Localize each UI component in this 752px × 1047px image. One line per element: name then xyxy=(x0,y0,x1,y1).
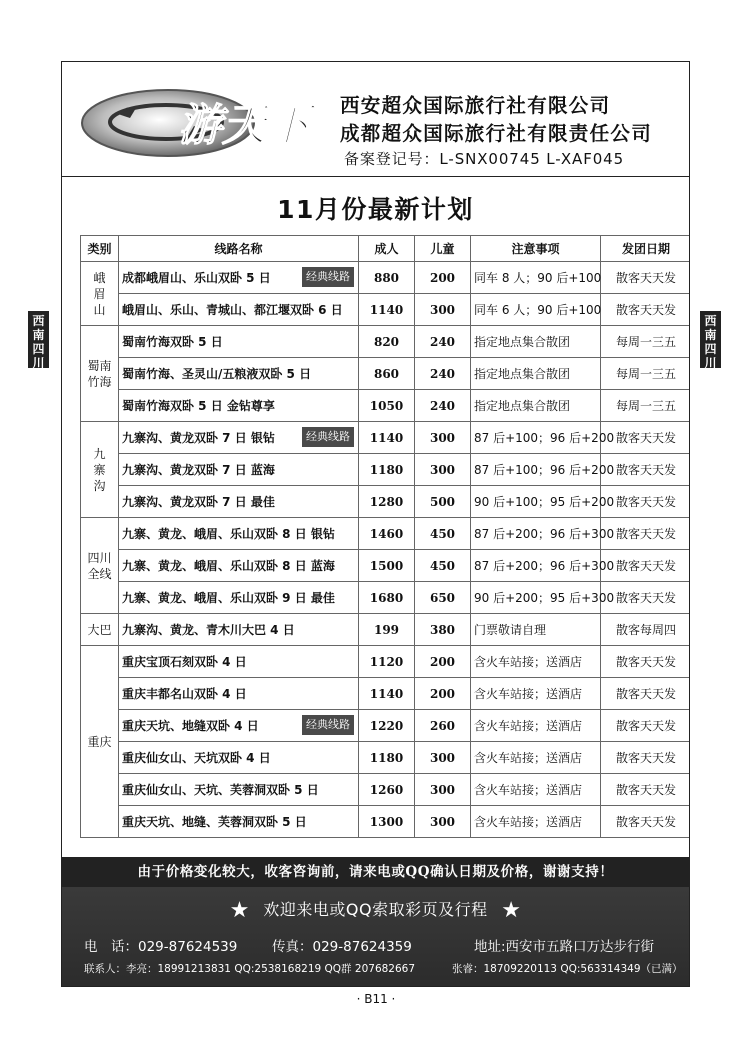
column-header-child: 儿童 xyxy=(415,236,471,262)
departure-cell: 散客天天发 xyxy=(601,710,691,742)
departure-cell: 散客天天发 xyxy=(601,806,691,838)
route-name: 蜀南竹海双卧 5 日 金钻尊享 xyxy=(122,399,275,413)
tour-plan-table xyxy=(80,235,690,838)
departure-cell: 散客天天发 xyxy=(601,582,691,614)
column-header-departure: 发团日期 xyxy=(601,236,691,262)
category-label: 重庆 xyxy=(87,734,112,749)
adult-price-cell: 820 xyxy=(359,326,415,358)
address: 地址:西安市五路口万达步行街 xyxy=(474,939,655,955)
table-row xyxy=(81,774,691,806)
table-row xyxy=(81,294,691,326)
adult-price-cell: 1500 xyxy=(359,550,415,582)
category-label: 沟 xyxy=(93,478,106,493)
adult-price-cell: 1300 xyxy=(359,806,415,838)
adult-price-cell: 1050 xyxy=(359,390,415,422)
adult-price-cell: 860 xyxy=(359,358,415,390)
route-cell xyxy=(119,454,359,486)
side-tab-left xyxy=(28,311,49,368)
table-row xyxy=(81,550,691,582)
page-title: 11月份最新计划 xyxy=(277,195,474,224)
departure-cell: 散客天天发 xyxy=(601,454,691,486)
notes-cell: 87 后+100；96 后+200 xyxy=(471,422,601,454)
child-price-cell: 380 xyxy=(415,614,471,646)
route-cell xyxy=(119,582,359,614)
route-cell xyxy=(119,806,359,838)
child-price-cell: 500 xyxy=(415,486,471,518)
notes-cell: 同车 8 人；90 后+100 xyxy=(471,262,601,294)
category-label: 全线 xyxy=(87,566,112,581)
adult-price-cell: 1220 xyxy=(359,710,415,742)
registration-number: 备案登记号：L-SNX00745 L-XAF045 xyxy=(344,150,625,168)
category-label: 寨 xyxy=(93,462,106,477)
footer xyxy=(62,887,689,986)
child-price-cell: 240 xyxy=(415,358,471,390)
table-row xyxy=(81,806,691,838)
route-cell xyxy=(119,678,359,710)
category-label: 山 xyxy=(93,302,106,317)
side-tab-char: 西 xyxy=(704,314,717,328)
column-header-notes: 注意事项 xyxy=(471,236,601,262)
route-name: 重庆仙女山、天坑、芙蓉洞双卧 5 日 xyxy=(122,783,319,797)
route-name: 蜀南竹海、圣灵山/五粮液双卧 5 日 xyxy=(122,367,312,381)
departure-cell: 散客天天发 xyxy=(601,486,691,518)
side-tab-right xyxy=(700,311,721,368)
route-name: 九寨、黄龙、峨眉、乐山双卧 9 日 最佳 xyxy=(122,591,335,605)
category-label: 大巴 xyxy=(87,622,112,637)
route-name: 九寨沟、黄龙、青木川大巴 4 日 xyxy=(122,623,295,637)
departure-cell: 散客天天发 xyxy=(601,422,691,454)
departure-cell: 每周一三五 xyxy=(601,326,691,358)
departure-cell: 散客天天发 xyxy=(601,774,691,806)
contact-people xyxy=(84,961,683,976)
category-cell xyxy=(81,614,119,646)
flyer-page xyxy=(61,61,690,987)
route-cell xyxy=(119,486,359,518)
table-body xyxy=(81,262,691,838)
route-cell xyxy=(119,422,359,454)
table-row xyxy=(81,678,691,710)
adult-price-cell: 1140 xyxy=(359,678,415,710)
side-tab-char: 四 xyxy=(32,342,45,356)
departure-cell: 散客天天发 xyxy=(601,294,691,326)
contact-person-2: 张睿：18709220113 QQ:563314349（已满） xyxy=(452,963,683,975)
route-cell xyxy=(119,518,359,550)
route-cell xyxy=(119,550,359,582)
route-name: 蜀南竹海双卧 5 日 xyxy=(122,335,223,349)
route-name: 九寨、黄龙、峨眉、乐山双卧 8 日 银钻 xyxy=(122,527,335,541)
route-cell xyxy=(119,358,359,390)
notes-cell: 含火车站接；送酒店 xyxy=(471,806,601,838)
table-row xyxy=(81,742,691,774)
adult-price-cell: 1140 xyxy=(359,294,415,326)
category-label: 九 xyxy=(93,446,106,461)
departure-cell: 散客每周四 xyxy=(601,614,691,646)
category-label: 竹海 xyxy=(87,374,112,389)
welcome-line xyxy=(62,897,689,923)
child-price-cell: 240 xyxy=(415,390,471,422)
departure-cell: 每周一三五 xyxy=(601,358,691,390)
notes-cell: 含火车站接；送酒店 xyxy=(471,646,601,678)
table-row xyxy=(81,582,691,614)
adult-price-cell: 1680 xyxy=(359,582,415,614)
route-name: 成都峨眉山、乐山双卧 5 日 xyxy=(122,271,271,285)
route-cell xyxy=(119,774,359,806)
child-price-cell: 300 xyxy=(415,294,471,326)
adult-price-cell: 1280 xyxy=(359,486,415,518)
category-label: 四川 xyxy=(87,550,112,565)
column-header-category: 类别 xyxy=(81,236,119,262)
child-price-cell: 200 xyxy=(415,646,471,678)
category-cell xyxy=(81,422,119,518)
table-row xyxy=(81,262,691,294)
child-price-cell: 650 xyxy=(415,582,471,614)
notes-cell: 90 后+100；95 后+200 xyxy=(471,486,601,518)
table-header-row xyxy=(81,236,691,262)
route-name: 重庆丰都名山双卧 4 日 xyxy=(122,687,247,701)
route-name: 九寨沟、黄龙双卧 7 日 银钻 xyxy=(122,431,275,445)
price-notice-banner: 由于价格变化较大，收客咨询前，请来电或QQ确认日期及价格，谢谢支持！ xyxy=(62,857,689,887)
notes-cell: 门票敬请自理 xyxy=(471,614,601,646)
logo-text: 游天下 xyxy=(178,100,310,151)
notes-cell: 87 后+200；96 后+300 xyxy=(471,550,601,582)
child-price-cell: 300 xyxy=(415,774,471,806)
category-cell xyxy=(81,518,119,614)
departure-cell: 每周一三五 xyxy=(601,390,691,422)
adult-price-cell: 1140 xyxy=(359,422,415,454)
child-price-cell: 300 xyxy=(415,454,471,486)
child-price-cell: 450 xyxy=(415,518,471,550)
star-icon: ★ xyxy=(229,898,250,923)
side-tab-char: 川 xyxy=(704,356,717,370)
star-icon: ★ xyxy=(501,898,522,923)
route-cell xyxy=(119,326,359,358)
side-tab-char: 四 xyxy=(704,342,717,356)
departure-cell: 散客天天发 xyxy=(601,518,691,550)
child-price-cell: 200 xyxy=(415,262,471,294)
contact-person-1: 联系人：李亮：18991213831 QQ:2538168219 QQ群 207682667 xyxy=(84,963,416,975)
side-tab-char: 南 xyxy=(32,328,45,342)
notes-cell: 指定地点集合散团 xyxy=(471,358,601,390)
adult-price-cell: 1180 xyxy=(359,454,415,486)
notes-cell: 指定地点集合散团 xyxy=(471,390,601,422)
category-label: 眉 xyxy=(93,286,106,301)
header xyxy=(62,62,689,177)
route-name: 重庆天坑、地缝、芙蓉洞双卧 5 日 xyxy=(122,815,307,829)
page-number: · B11 · xyxy=(356,992,396,1006)
departure-cell: 散客天天发 xyxy=(601,550,691,582)
route-cell xyxy=(119,614,359,646)
route-name: 峨眉山、乐山、青城山、都江堰双卧 6 日 xyxy=(122,303,343,317)
company-name-xian: 西安超众国际旅行社有限公司 xyxy=(340,94,611,117)
child-price-cell: 300 xyxy=(415,422,471,454)
telephone: 电 话：029-87624539 xyxy=(84,939,238,955)
adult-price-cell: 1120 xyxy=(359,646,415,678)
classic-route-badge: 经典线路 xyxy=(302,715,354,735)
table-row xyxy=(81,390,691,422)
route-cell xyxy=(119,646,359,678)
adult-price-cell: 1460 xyxy=(359,518,415,550)
notes-cell: 含火车站接；送酒店 xyxy=(471,774,601,806)
route-cell xyxy=(119,390,359,422)
departure-cell: 散客天天发 xyxy=(601,646,691,678)
adult-price-cell: 1260 xyxy=(359,774,415,806)
departure-cell: 散客天天发 xyxy=(601,742,691,774)
table-row xyxy=(81,646,691,678)
child-price-cell: 300 xyxy=(415,806,471,838)
adult-price-cell: 199 xyxy=(359,614,415,646)
column-header-route: 线路名称 xyxy=(119,236,359,262)
side-tab-char: 西 xyxy=(32,314,45,328)
route-name: 重庆宝顶石刻双卧 4 日 xyxy=(122,655,247,669)
column-header-adult: 成人 xyxy=(359,236,415,262)
company-name-chengdu: 成都超众国际旅行社有限责任公司 xyxy=(340,122,653,145)
category-cell xyxy=(81,262,119,326)
notes-cell: 含火车站接；送酒店 xyxy=(471,742,601,774)
route-cell xyxy=(119,742,359,774)
route-cell xyxy=(119,294,359,326)
adult-price-cell: 1180 xyxy=(359,742,415,774)
table-row xyxy=(81,422,691,454)
departure-cell: 散客天天发 xyxy=(601,678,691,710)
adult-price-cell: 880 xyxy=(359,262,415,294)
fax: 传真：029-87624359 xyxy=(272,939,412,955)
classic-route-badge: 经典线路 xyxy=(302,427,354,447)
child-price-cell: 200 xyxy=(415,678,471,710)
notes-cell: 90 后+200；95 后+300 xyxy=(471,582,601,614)
table-row xyxy=(81,614,691,646)
child-price-cell: 300 xyxy=(415,742,471,774)
table-row xyxy=(81,486,691,518)
route-cell xyxy=(119,710,359,742)
table-row xyxy=(81,454,691,486)
category-cell xyxy=(81,326,119,422)
notes-cell: 87 后+200；96 后+300 xyxy=(471,518,601,550)
classic-route-badge: 经典线路 xyxy=(302,267,354,287)
table-row xyxy=(81,710,691,742)
notes-cell: 87 后+100；96 后+200 xyxy=(471,454,601,486)
table-row xyxy=(81,326,691,358)
route-name: 九寨沟、黄龙双卧 7 日 蓝海 xyxy=(122,463,275,477)
table-row xyxy=(81,518,691,550)
route-cell xyxy=(119,262,359,294)
category-label: 蜀南 xyxy=(87,358,112,373)
side-tab-char: 川 xyxy=(32,356,45,370)
route-name: 重庆天坑、地缝双卧 4 日 xyxy=(122,719,259,733)
company-logo xyxy=(78,78,318,163)
child-price-cell: 240 xyxy=(415,326,471,358)
child-price-cell: 450 xyxy=(415,550,471,582)
category-cell xyxy=(81,646,119,838)
route-name: 九寨、黄龙、峨眉、乐山双卧 8 日 蓝海 xyxy=(122,559,335,573)
welcome-text: 欢迎来电或QQ索取彩页及行程 xyxy=(263,900,488,919)
side-tab-char: 南 xyxy=(704,328,717,342)
departure-cell: 散客天天发 xyxy=(601,262,691,294)
route-name: 九寨沟、黄龙双卧 7 日 最佳 xyxy=(122,495,275,509)
notes-cell: 指定地点集合散团 xyxy=(471,326,601,358)
notes-cell: 含火车站接；送酒店 xyxy=(471,710,601,742)
child-price-cell: 260 xyxy=(415,710,471,742)
notes-cell: 同车 6 人；90 后+100 xyxy=(471,294,601,326)
notes-cell: 含火车站接；送酒店 xyxy=(471,678,601,710)
table-row xyxy=(81,358,691,390)
route-name: 重庆仙女山、天坑双卧 4 日 xyxy=(122,751,271,765)
category-label: 峨 xyxy=(93,270,106,285)
